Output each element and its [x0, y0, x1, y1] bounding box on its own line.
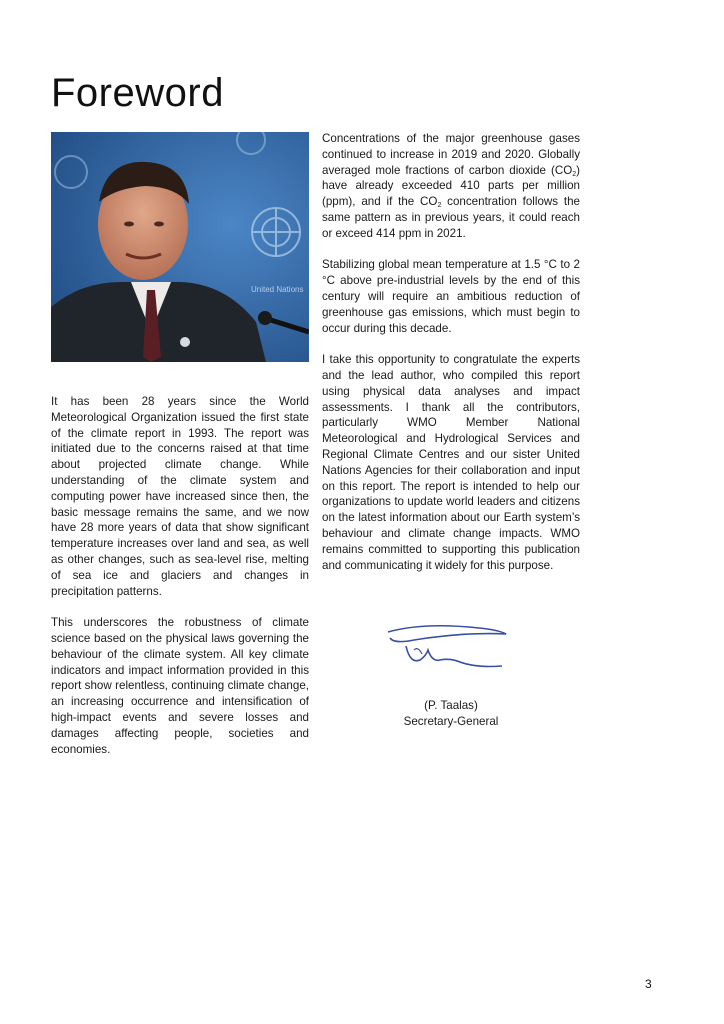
un-emblem-icon — [252, 208, 300, 256]
page-number: 3 — [645, 977, 652, 991]
paragraph: This underscores the robustness of climate science based on the physical laws governing the behaviour of the climate system. All key climate indicators and impact information provided in this report show relentless, continuing climate change, an increasing occurrence and intensification of high-impact events and severe losses and damages affecting people, societies and economies. — [51, 616, 309, 756]
backdrop-text: United Nations — [251, 285, 304, 294]
signatory-name: (P. Taalas) — [424, 699, 478, 712]
signatory-role: Secretary-General — [403, 715, 499, 728]
portrait-photo — [51, 132, 309, 362]
paragraph: Stabilizing global mean temperature at 1.5 °C to 2 °C above pre-industrial levels by the end of this century will require an ambitious reduction of greenhouse gas emissions, which must begin to occur during this decade. — [322, 258, 580, 335]
paragraph: Concentrations of the major greenhouse gases continued to increase in 2019 and 2020. Globally averaged mole fractions of carbon dioxide $(CO_2)$ have already exceeded 410 parts per million (ppm), and if the $CO_2$ concentration follows the same pattern as in previous years, it could reach or exceed 414 ppm in 2021. — [322, 132, 581, 240]
right-column — [322, 131, 580, 589]
paragraph: It has been 28 years since the World Meteorological Organization issued the first state of the climate report in 1993. The report was initiated due to the concerns raised at that time about projected climate change. While understanding of the climate system and computing power have increased since then, the basic message remains the same, and we now have 28 more years of data that show significant temperature increases over land and sea, as well as other changes, such as sea-level rise, melting of sea ice and glaciers and changes in precipitation patterns. — [51, 395, 309, 598]
signature-block — [322, 698, 580, 730]
signature — [384, 620, 508, 676]
paragraph: I take this opportunity to congratulate the experts and the lead author, who compiled this report using physical data analyses and impact assessments. I thank all the contributors, particularly WMO Member National Meteorological and Hydrological Services and Regional Climate Centres and our sister United Nations Agencies for their collaboration and input on this report. The report is intended to help our organizations to update world leaders and citizens on the latest information about our Earth system’s behaviour and climate change impacts. WMO remains committed to supporting this publication and communicating it widely for this purpose. — [322, 353, 580, 572]
left-column — [51, 394, 309, 773]
page-title: Foreword — [51, 71, 224, 115]
